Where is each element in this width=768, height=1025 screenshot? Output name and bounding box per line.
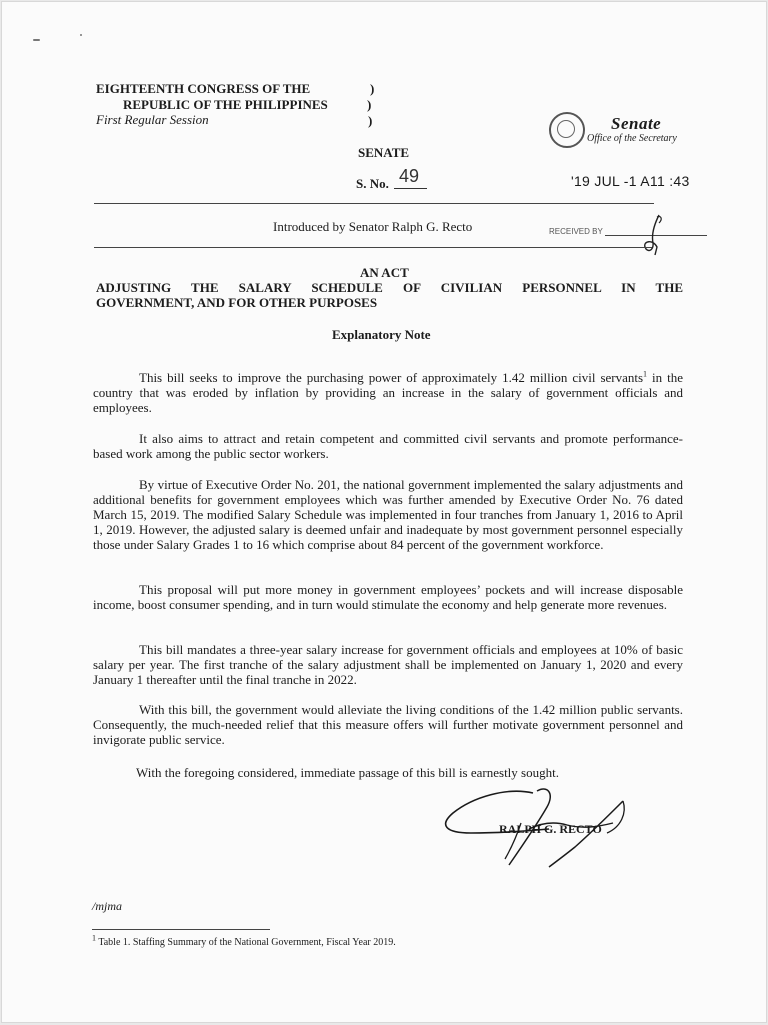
- footnote: [92, 933, 396, 948]
- scan-speck: [80, 34, 82, 36]
- congress-line-2: REPUBLIC OF THE PHILIPPINES: [123, 97, 328, 112]
- paragraph-4-text: This proposal will put more money in government employees’ pockets and will increase disposable income, boost consumer spending, and in turn would stimulate the economy and help generate more revenues.: [93, 582, 683, 612]
- divider-top: [94, 203, 654, 204]
- paragraph-4: [93, 582, 683, 612]
- bill-number-label: S. No.: [356, 176, 389, 191]
- bill-number: 49: [399, 166, 420, 186]
- senate-seal-icon: [549, 112, 585, 148]
- paragraph-1-text-a: This bill seeks to improve the purchasing power of approximately 1.42 million civil servants: [139, 370, 644, 385]
- act-title-line-1: ADJUSTING THE SALARY SCHEDULE OF CIVILIAN PERSONNEL IN THE: [96, 280, 683, 295]
- received-by-label: RECEIVED BY: [549, 227, 603, 236]
- paragraph-5: [93, 642, 683, 687]
- congress-heading: [96, 81, 328, 113]
- paragraph-1-text-b: in the country that was eroded by inflation by providing an increase in the salary of government officials and employees.: [93, 370, 683, 415]
- document-page: [1, 1, 767, 1023]
- footnote-ref: 1: [643, 369, 648, 379]
- paragraph-2-text: It also aims to attract and retain competent and committed civil servants and promote performance-based work among the public sector workers.: [93, 431, 683, 461]
- handwritten-signature: [437, 783, 633, 869]
- introduced-by: Introduced by Senator Ralph G. Recto: [273, 219, 473, 234]
- bracket-1: ): [370, 81, 375, 96]
- signatory-name: RALPH G. RECTO: [499, 822, 602, 836]
- paragraph-1: [93, 370, 683, 415]
- paragraph-2: [93, 431, 683, 461]
- footnote-marker: 1: [92, 933, 96, 943]
- received-date-stamp: '19 JUL -1 A11 :43: [571, 173, 690, 189]
- footnote-divider: [92, 929, 270, 930]
- congress-line-1: EIGHTEENTH CONGRESS OF THE: [96, 81, 311, 96]
- paragraph-3-text: By virtue of Executive Order No. 201, the national government implemented the salary adjustments and additional benefits for government employees which was further amended by Executive Order No. 76 dated March 15, 2019. The modified Salary Schedule was implemented in four tranches from January 1, 2016 to April 1, 2019. However, the adjusted salary is deemed unfair and inadequate by most government personnel especially those under Salary Grades 1 to 16 which comprise about 84 percent of the government workforce.: [93, 477, 683, 552]
- act-title-line-2: GOVERNMENT, AND FOR OTHER PURPOSES: [96, 295, 378, 310]
- scan-speck: [33, 39, 40, 41]
- footnote-text: Table 1. Staffing Summary of the National Government, Fiscal Year 2019.: [96, 937, 396, 948]
- paragraph-6: [93, 702, 683, 747]
- explanatory-note-heading: Explanatory Note: [332, 327, 431, 342]
- stamp-office-text: Office of the Secretary: [587, 133, 677, 144]
- bracket-3: ): [368, 113, 373, 128]
- act-label: AN ACT: [360, 265, 409, 280]
- paragraph-6-text: With this bill, the government would alleviate the living conditions of the 1.42 million public servants. Consequently, the much-needed relief that this measure offers will further motivate government personnel and invigorate public service.: [93, 702, 683, 747]
- paragraph-3: [93, 477, 683, 552]
- bill-number-underline: [394, 188, 427, 189]
- chamber-label: SENATE: [358, 145, 410, 160]
- received-initial-signature: [641, 213, 671, 257]
- stamp-senate-text: Senate: [611, 114, 662, 133]
- closing-sentence: With the foregoing considered, immediate passage of this bill is earnestly sought.: [136, 765, 559, 780]
- divider-bottom: [94, 247, 652, 248]
- typist-initials: /mjma: [92, 899, 122, 913]
- paragraph-5-text: This bill mandates a three-year salary increase for government officials and employees at 10% of basic salary per year. The first tranche of the salary adjustment shall be implemented on January 1, 2020 and every January 1 thereafter until the final tranche in 2022.: [93, 642, 683, 687]
- bracket-2: ): [367, 97, 372, 112]
- session-label: First Regular Session: [96, 112, 209, 127]
